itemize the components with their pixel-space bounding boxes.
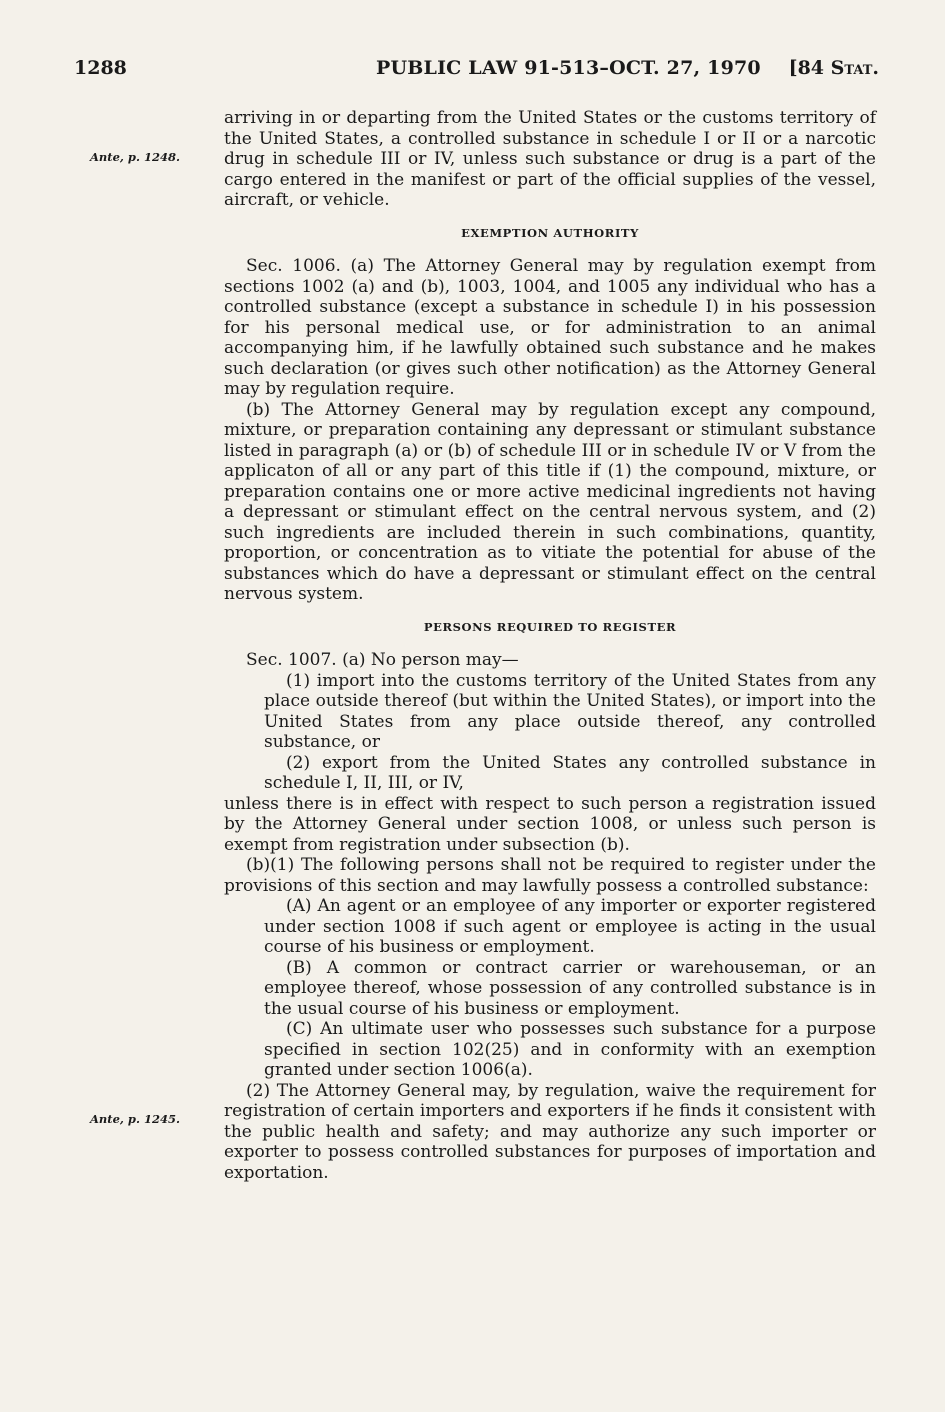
margin-note-ante-1245: Ante, p. 1245.: [90, 1112, 180, 1126]
section-heading-exemption-authority: EXEMPTION AUTHORITY: [461, 225, 639, 240]
unless-clause: unless there is in effect with respect to such person a registration issued by the Attorney General under section 1008, or unless such person is exempt from registration under subsection (b).: [224, 793, 876, 855]
clause-a-1: (1) import into the customs territory of the United States from any place outside thereof (but within the United States), or import into the United States from any place outside thereof, any controlled substance, or: [264, 670, 876, 752]
section-1007-b-1: (b)(1) The following persons shall not be required to register under the provisions of this section and may lawfully possess a controlled substance:: [224, 855, 876, 896]
statute-reference: [84 Stat.: [788, 57, 879, 79]
paragraph-continuation: arriving in or departing from the United States or the customs territory of the United States, a controlled substance in schedule I or II or a narcotic drug in schedule III or IV, unless such substance or drug is a part of the cargo entered in the manifest or part of the official supplies of the vessel, aircraft, or vehicle.: [224, 108, 876, 210]
clause-b-B: (B) A common or contract carrier or warehouseman, or an employee thereof, whose possession of any controlled substance is in the usual course of his business or employment.: [264, 957, 876, 1019]
page-header: [0, 57, 945, 85]
margin-note-ante-1248: Ante, p. 1248.: [90, 150, 180, 164]
clause-a-2: (2) export from the United States any controlled substance in schedule I, II, III, or IV,: [264, 752, 876, 793]
section-1007-b-2: (2) The Attorney General may, by regulation, waive the requirement for registration of certain importers and exporters if he finds it consistent with the public health and safety; and may authorize any such importer or exporter to possess controlled substances for purposes of importation and exportation.: [224, 1080, 876, 1183]
body-text: [224, 108, 876, 1183]
section-1006-b: (b) The Attorney General may by regulation except any compound, mixture, or preparation containing any depressant or stimulant substance listed in paragraph (a) or (b) of schedule III or in schedule IV or V from the applicaton of all or any part of this title if (1) the compound, mixture, or preparation contains one or more active medicinal ingredients not having a depressant or stimulant effect on the central nervous system, and (2) such ingredients are included therein in such combinations, quantity, proportion, or concentration as to vitiate the potential for abuse of the substances which do have a depressant or stimulant effect on the central nervous system.: [224, 399, 876, 604]
section-1006-a: Sec. 1006. (a) The Attorney General may by regulation exempt from sections 1002 (a) and (b), 1003, 1004, and 1005 any individual who has a controlled substance (except a substance in schedule I) in his possession for his personal medical use, or for administration to an animal accompanying him, if he lawfully obtained such substance and he makes such declaration (or gives such other notification) as the Attorney General may by regulation require.: [224, 256, 876, 399]
clause-b-A: (A) An agent or an employee of any importer or exporter registered under section 1008 if such agent or employee is acting in the usual course of his business or employment.: [264, 896, 876, 957]
section-heading-persons-required: PERSONS REQUIRED TO REGISTER: [423, 619, 677, 634]
page-number: 1288: [74, 57, 127, 79]
running-title: PUBLIC LAW 91-513–OCT. 27, 1970: [376, 57, 761, 79]
clause-b-C: (C) An ultimate user who possesses such substance for a purpose specified in section 102(25) and in conformity with an exemption granted under section 1006(a).: [264, 1019, 876, 1080]
section-1007-a: Sec. 1007. (a) No person may—: [246, 650, 519, 670]
